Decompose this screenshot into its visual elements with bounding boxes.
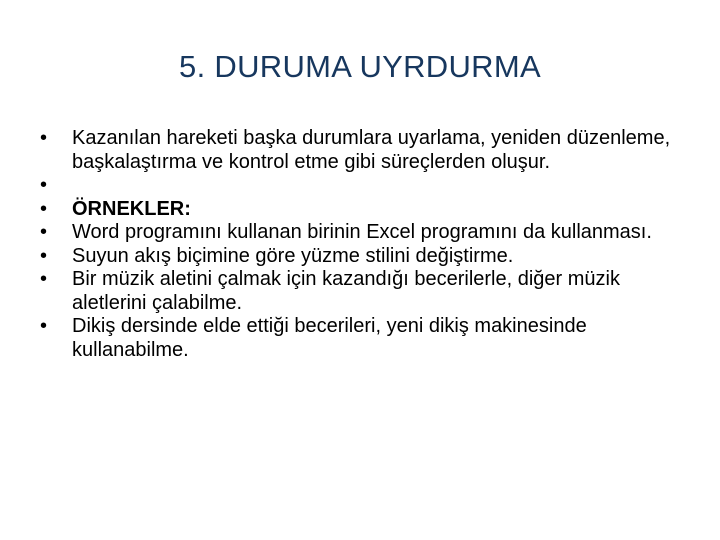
- bullet-dot-icon: •: [40, 174, 48, 196]
- bullet-dot-icon: •: [40, 221, 48, 243]
- bullet-item: [40, 127, 680, 174]
- bullet-dot-icon: •: [40, 268, 48, 290]
- bullet-text: ÖRNEKLER:: [72, 197, 191, 220]
- bullet-dot-icon: •: [40, 244, 48, 267]
- bullet-text: Bir müzik aletini çalmak için kazandığı becerilerle, diğer müzik aletlerini çalabilme.: [72, 268, 620, 314]
- bullet-text: Suyun akış biçimine göre yüzme stilini değiştirme.: [72, 244, 514, 267]
- bullet-item: [40, 268, 680, 315]
- slide-title: 5. DURUMA UYRDURMA: [179, 49, 541, 84]
- bullet-text: Kazanılan hareketi başka durumlara uyarlama, yeniden düzenleme, başkalaştırma ve kontrol etme gibi süreçlerden oluşur.: [72, 127, 671, 173]
- bullet-item: [40, 198, 680, 222]
- bullet-text: Dikiş dersinde elde ettiği becerileri, yeni dikiş makinesinde kullanabilme.: [72, 315, 587, 361]
- bullet-dot-icon: •: [40, 315, 48, 337]
- bullet-dot-icon: •: [40, 127, 48, 149]
- bullet-item: [40, 174, 680, 198]
- bullet-text: [72, 174, 680, 198]
- bullet-item: [40, 315, 680, 362]
- bullet-text: Word programını kullanan birinin Excel programını da kullanması.: [72, 221, 652, 243]
- bullet-list: [40, 127, 680, 362]
- bullet-dot-icon: •: [40, 197, 48, 220]
- bullet-item: [40, 221, 680, 245]
- bullet-item: [40, 245, 680, 269]
